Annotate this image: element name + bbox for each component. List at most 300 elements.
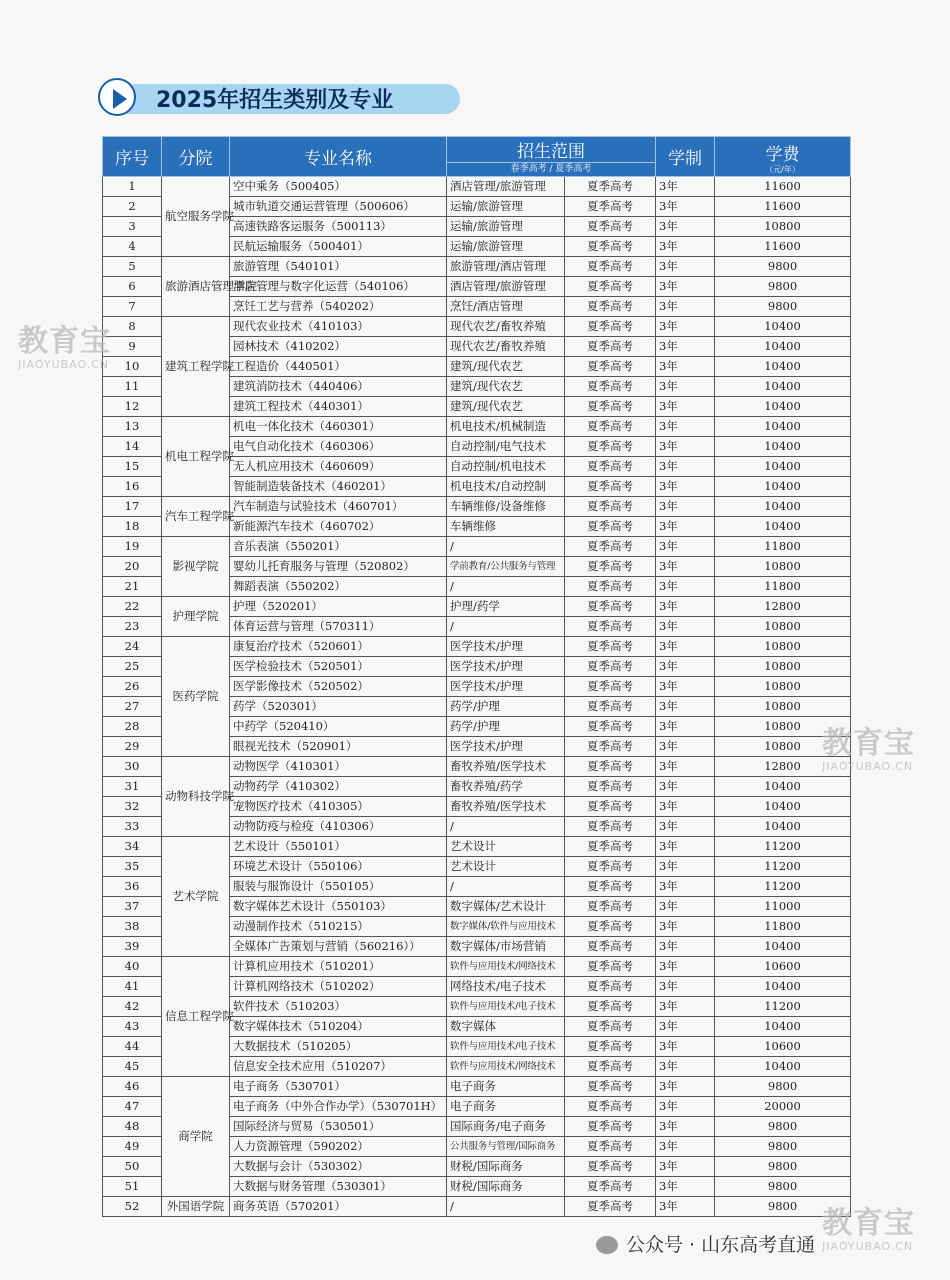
watermark-url: JIAOYUBAO.CN (18, 358, 110, 371)
duration: 3年 (656, 897, 715, 917)
major-name: 高速铁路客运服务（500113） (230, 217, 447, 237)
department-cell: 建筑工程学院 (162, 317, 230, 417)
watermark-logo: 教育宝 (822, 1206, 915, 1241)
duration: 3年 (656, 197, 715, 217)
row-number: 40 (103, 957, 162, 977)
row-number: 24 (103, 637, 162, 657)
spring-scope: 现代农艺/畜牧养殖 (447, 337, 565, 357)
row-number: 14 (103, 437, 162, 457)
tuition-fee: 11800 (715, 537, 851, 557)
duration: 3年 (656, 1197, 715, 1217)
summer-exam: 夏季高考 (565, 577, 656, 597)
watermark (18, 326, 111, 371)
tuition-fee: 10800 (715, 737, 851, 757)
spring-scope: 财税/国际商务 (447, 1177, 565, 1197)
tuition-fee: 10800 (715, 717, 851, 737)
row-number: 35 (103, 857, 162, 877)
duration: 3年 (656, 917, 715, 937)
duration: 3年 (656, 1117, 715, 1137)
spring-scope: 国际商务/电子商务 (447, 1117, 565, 1137)
tuition-fee: 10400 (715, 817, 851, 837)
row-number: 50 (103, 1157, 162, 1177)
spring-scope: 现代农艺/畜牧养殖 (447, 317, 565, 337)
tuition-fee: 10400 (715, 457, 851, 477)
summer-exam: 夏季高考 (565, 357, 656, 377)
major-name: 动物防疫与检疫（410306） (230, 817, 447, 837)
spring-scope: 学前教育/公共服务与管理 (447, 557, 565, 577)
row-number: 5 (103, 257, 162, 277)
spring-scope: 建筑/现代农艺 (447, 377, 565, 397)
summer-exam: 夏季高考 (565, 757, 656, 777)
summer-exam: 夏季高考 (565, 937, 656, 957)
row-number: 23 (103, 617, 162, 637)
row-number: 6 (103, 277, 162, 297)
spring-scope: / (447, 817, 565, 837)
summer-exam: 夏季高考 (565, 297, 656, 317)
row-number: 49 (103, 1137, 162, 1157)
major-name: 民航运输服务（500401） (230, 237, 447, 257)
spring-scope: 畜牧养殖/药学 (447, 777, 565, 797)
spring-scope: 电子商务 (447, 1097, 565, 1117)
tuition-fee: 9800 (715, 1077, 851, 1097)
row-number: 2 (103, 197, 162, 217)
row-number: 22 (103, 597, 162, 617)
row-number: 34 (103, 837, 162, 857)
summer-exam: 夏季高考 (565, 417, 656, 437)
row-number: 46 (103, 1077, 162, 1097)
duration: 3年 (656, 417, 715, 437)
row-number: 42 (103, 997, 162, 1017)
tuition-fee: 9800 (715, 277, 851, 297)
major-name: 智能制造装备技术（460201） (230, 477, 447, 497)
tuition-fee: 9800 (715, 297, 851, 317)
duration: 3年 (656, 297, 715, 317)
summer-exam: 夏季高考 (565, 1157, 656, 1177)
table-row (103, 837, 851, 857)
department-cell: 艺术学院 (162, 837, 230, 957)
tuition-fee: 10800 (715, 697, 851, 717)
summer-exam: 夏季高考 (565, 1017, 656, 1037)
row-number: 32 (103, 797, 162, 817)
tuition-fee: 10800 (715, 657, 851, 677)
row-number: 31 (103, 777, 162, 797)
watermark-logo: 教育宝 (822, 726, 915, 761)
duration: 3年 (656, 237, 715, 257)
summer-exam: 夏季高考 (565, 317, 656, 337)
summer-exam: 夏季高考 (565, 857, 656, 877)
tuition-fee: 10800 (715, 617, 851, 637)
spring-scope: 软件与应用技术/网络技术 (447, 957, 565, 977)
duration: 3年 (656, 1057, 715, 1077)
tuition-fee: 10600 (715, 1037, 851, 1057)
row-number: 17 (103, 497, 162, 517)
row-number: 43 (103, 1017, 162, 1037)
summer-exam: 夏季高考 (565, 837, 656, 857)
spring-scope: 艺术设计 (447, 857, 565, 877)
table-row (103, 497, 851, 517)
summer-exam: 夏季高考 (565, 1137, 656, 1157)
duration: 3年 (656, 817, 715, 837)
department-cell: 商学院 (162, 1077, 230, 1197)
spring-scope: 网络技术/电子技术 (447, 977, 565, 997)
summer-exam: 夏季高考 (565, 617, 656, 637)
summer-exam: 夏季高考 (565, 677, 656, 697)
major-name: 信息安全技术应用（510207） (230, 1057, 447, 1077)
tuition-fee: 10400 (715, 1017, 851, 1037)
row-number: 11 (103, 377, 162, 397)
row-number: 10 (103, 357, 162, 377)
major-name: 药学（520301） (230, 697, 447, 717)
major-name: 环境艺术设计（550106） (230, 857, 447, 877)
tuition-fee: 10400 (715, 317, 851, 337)
footer-account (596, 1230, 815, 1257)
row-number: 16 (103, 477, 162, 497)
duration: 3年 (656, 1097, 715, 1117)
duration: 3年 (656, 757, 715, 777)
tuition-fee: 9800 (715, 1197, 851, 1217)
summer-exam: 夏季高考 (565, 557, 656, 577)
summer-exam: 夏季高考 (565, 1177, 656, 1197)
major-name: 全媒体广告策划与营销（560216）） (230, 937, 447, 957)
major-name: 商务英语（570201） (230, 1197, 447, 1217)
tuition-fee: 9800 (715, 1117, 851, 1137)
tuition-fee: 10400 (715, 777, 851, 797)
spring-scope: 数字媒体/艺术设计 (447, 897, 565, 917)
spring-scope: 软件与应用技术/网络技术 (447, 1057, 565, 1077)
tuition-fee: 10400 (715, 517, 851, 537)
spring-scope: / (447, 537, 565, 557)
summer-exam: 夏季高考 (565, 1077, 656, 1097)
duration: 3年 (656, 497, 715, 517)
tuition-fee: 11200 (715, 857, 851, 877)
duration: 3年 (656, 977, 715, 997)
summer-exam: 夏季高考 (565, 897, 656, 917)
summer-exam: 夏季高考 (565, 197, 656, 217)
duration: 3年 (656, 637, 715, 657)
summer-exam: 夏季高考 (565, 1097, 656, 1117)
tuition-fee: 11200 (715, 877, 851, 897)
tuition-fee: 9800 (715, 1177, 851, 1197)
row-number: 21 (103, 577, 162, 597)
major-name: 无人机应用技术（460609） (230, 457, 447, 477)
tuition-fee: 10400 (715, 377, 851, 397)
major-name: 现代农业技术（410103） (230, 317, 447, 337)
department-cell: 机电工程学院 (162, 417, 230, 497)
tuition-fee: 10800 (715, 677, 851, 697)
duration: 3年 (656, 777, 715, 797)
major-name: 计算机网络技术（510202） (230, 977, 447, 997)
tuition-fee: 11200 (715, 997, 851, 1017)
duration: 3年 (656, 837, 715, 857)
spring-scope: 自动控制/机电技术 (447, 457, 565, 477)
tuition-fee: 10800 (715, 557, 851, 577)
page-title: 2025年招生类别及专业 (156, 88, 394, 113)
major-name: 大数据与财务管理（530301） (230, 1177, 447, 1197)
duration: 3年 (656, 277, 715, 297)
major-name: 服装与服饰设计（550105） (230, 877, 447, 897)
major-name: 护理（520201） (230, 597, 447, 617)
row-number: 19 (103, 537, 162, 557)
spring-scope: 医学技术/护理 (447, 657, 565, 677)
summer-exam: 夏季高考 (565, 877, 656, 897)
duration: 3年 (656, 797, 715, 817)
spring-scope: 数字媒体/市场营销 (447, 937, 565, 957)
tuition-fee: 11000 (715, 897, 851, 917)
table-row (103, 417, 851, 437)
department-cell: 汽车工程学院 (162, 497, 230, 537)
spring-scope: / (447, 1197, 565, 1217)
tuition-fee: 10400 (715, 497, 851, 517)
watermark (822, 1208, 915, 1253)
major-name: 计算机应用技术（510201） (230, 957, 447, 977)
summer-exam: 夏季高考 (565, 257, 656, 277)
spring-scope: 药学/护理 (447, 697, 565, 717)
row-number: 9 (103, 337, 162, 357)
spring-scope: 电子商务 (447, 1077, 565, 1097)
spring-scope: 酒店管理/旅游管理 (447, 177, 565, 197)
play-circle-icon (98, 78, 136, 116)
spring-scope: 运输/旅游管理 (447, 197, 565, 217)
duration: 3年 (656, 957, 715, 977)
tuition-fee: 10800 (715, 217, 851, 237)
spring-scope: 医学技术/护理 (447, 737, 565, 757)
major-name: 眼视光技术（520901） (230, 737, 447, 757)
row-number: 47 (103, 1097, 162, 1117)
duration: 3年 (656, 997, 715, 1017)
major-name: 机电一体化技术（460301） (230, 417, 447, 437)
major-name: 舞蹈表演（550202） (230, 577, 447, 597)
major-name: 动物医学（410301） (230, 757, 447, 777)
spring-scope: 畜牧养殖/医学技术 (447, 797, 565, 817)
major-name: 建筑工程技术（440301） (230, 397, 447, 417)
duration: 3年 (656, 477, 715, 497)
row-number: 37 (103, 897, 162, 917)
duration: 3年 (656, 177, 715, 197)
major-name: 建筑消防技术（440406） (230, 377, 447, 397)
tuition-fee: 10400 (715, 797, 851, 817)
major-name: 工程造价（440501） (230, 357, 447, 377)
tuition-fee: 10800 (715, 637, 851, 657)
summer-exam: 夏季高考 (565, 217, 656, 237)
tuition-fee: 20000 (715, 1097, 851, 1117)
row-number: 12 (103, 397, 162, 417)
row-number: 18 (103, 517, 162, 537)
major-name: 数字媒体技术（510204） (230, 1017, 447, 1037)
duration: 3年 (656, 1157, 715, 1177)
table-row (103, 957, 851, 977)
spring-scope: 烹饪/酒店管理 (447, 297, 565, 317)
duration: 3年 (656, 257, 715, 277)
duration: 3年 (656, 677, 715, 697)
summer-exam: 夏季高考 (565, 957, 656, 977)
summer-exam: 夏季高考 (565, 977, 656, 997)
table-row (103, 757, 851, 777)
major-name: 汽车制造与试验技术（460701） (230, 497, 447, 517)
tuition-fee: 9800 (715, 1157, 851, 1177)
duration: 3年 (656, 1077, 715, 1097)
summer-exam: 夏季高考 (565, 477, 656, 497)
tuition-fee: 10600 (715, 957, 851, 977)
spring-scope: 数字媒体 (447, 1017, 565, 1037)
major-name: 电子商务（中外合作办学）（530701H） (230, 1097, 447, 1117)
duration: 3年 (656, 317, 715, 337)
duration: 3年 (656, 877, 715, 897)
header-fee (715, 137, 851, 177)
duration: 3年 (656, 577, 715, 597)
table-row (103, 317, 851, 337)
row-number: 4 (103, 237, 162, 257)
row-number: 27 (103, 697, 162, 717)
row-number: 26 (103, 677, 162, 697)
department-cell: 信息工程学院 (162, 957, 230, 1077)
spring-scope: / (447, 617, 565, 637)
header-duration: 学制 (656, 137, 715, 177)
spring-scope: 机电技术/机械制造 (447, 417, 565, 437)
spring-scope: 建筑/现代农艺 (447, 357, 565, 377)
summer-exam: 夏季高考 (565, 1037, 656, 1057)
row-number: 41 (103, 977, 162, 997)
header-fee-label: 学费 (765, 144, 800, 165)
footer-text: 公众号 · 山东高考直通 (626, 1234, 816, 1256)
summer-exam: 夏季高考 (565, 177, 656, 197)
spring-scope: 畜牧养殖/医学技术 (447, 757, 565, 777)
summer-exam: 夏季高考 (565, 997, 656, 1017)
major-name: 音乐表演（550201） (230, 537, 447, 557)
major-name: 国际经济与贸易（530501） (230, 1117, 447, 1137)
major-name: 动物药学（410302） (230, 777, 447, 797)
table-header-row (103, 137, 851, 177)
major-name: 城市轨道交通运营管理（500606） (230, 197, 447, 217)
tuition-fee: 12800 (715, 757, 851, 777)
summer-exam: 夏季高考 (565, 1057, 656, 1077)
watermark-url: JIAOYUBAO.CN (822, 760, 914, 773)
spring-scope: 护理/药学 (447, 597, 565, 617)
row-number: 13 (103, 417, 162, 437)
major-name: 空中乘务（500405） (230, 177, 447, 197)
summer-exam: 夏季高考 (565, 817, 656, 837)
duration: 3年 (656, 557, 715, 577)
table-row (103, 637, 851, 657)
summer-exam: 夏季高考 (565, 237, 656, 257)
duration: 3年 (656, 517, 715, 537)
major-name: 大数据与会计（530302） (230, 1157, 447, 1177)
department-cell: 影视学院 (162, 537, 230, 597)
spring-scope: 财税/国际商务 (447, 1157, 565, 1177)
duration: 3年 (656, 1177, 715, 1197)
section-banner (98, 78, 460, 118)
row-number: 36 (103, 877, 162, 897)
major-name: 医学检验技术（520501） (230, 657, 447, 677)
table-row (103, 597, 851, 617)
table-row (103, 177, 851, 197)
watermark-logo: 教育宝 (18, 324, 111, 359)
tuition-fee: 12800 (715, 597, 851, 617)
major-name: 烹饪工艺与营养（540202） (230, 297, 447, 317)
row-number: 38 (103, 917, 162, 937)
duration: 3年 (656, 857, 715, 877)
tuition-fee: 9800 (715, 257, 851, 277)
tuition-fee: 11600 (715, 197, 851, 217)
spring-scope: 建筑/现代农艺 (447, 397, 565, 417)
major-name: 软件技术（510203） (230, 997, 447, 1017)
major-name: 中药学（520410） (230, 717, 447, 737)
duration: 3年 (656, 597, 715, 617)
duration: 3年 (656, 1017, 715, 1037)
summer-exam: 夏季高考 (565, 337, 656, 357)
row-number: 15 (103, 457, 162, 477)
department-cell: 医药学院 (162, 637, 230, 757)
tuition-fee: 11800 (715, 577, 851, 597)
duration: 3年 (656, 1137, 715, 1157)
header-fee-unit: （元/年） (765, 164, 800, 174)
major-name: 电气自动化技术（460306） (230, 437, 447, 457)
header-scope-sub: 春季高考 / 夏季高考 (447, 162, 655, 176)
summer-exam: 夏季高考 (565, 397, 656, 417)
department-cell: 航空服务学院 (162, 177, 230, 257)
duration: 3年 (656, 657, 715, 677)
tuition-fee: 11600 (715, 237, 851, 257)
department-cell: 旅游酒店管理学院 (162, 257, 230, 317)
row-number: 1 (103, 177, 162, 197)
major-name: 动漫制作技术（510215） (230, 917, 447, 937)
table-row (103, 1077, 851, 1097)
duration: 3年 (656, 437, 715, 457)
watermark (822, 728, 915, 773)
row-number: 48 (103, 1117, 162, 1137)
header-scope-label: 招生范围 (517, 142, 585, 162)
row-number: 28 (103, 717, 162, 737)
tuition-fee: 11600 (715, 177, 851, 197)
summer-exam: 夏季高考 (565, 1117, 656, 1137)
tuition-fee: 11800 (715, 917, 851, 937)
summer-exam: 夏季高考 (565, 597, 656, 617)
spring-scope: 车辆维修 (447, 517, 565, 537)
tuition-fee: 10400 (715, 417, 851, 437)
department-cell: 动物科技学院 (162, 757, 230, 837)
row-number: 52 (103, 1197, 162, 1217)
tuition-fee: 10400 (715, 397, 851, 417)
spring-scope: 软件与应用技术/电子技术 (447, 1037, 565, 1057)
tuition-fee: 10400 (715, 357, 851, 377)
header-scope (447, 137, 656, 177)
major-name: 电子商务（530701） (230, 1077, 447, 1097)
duration: 3年 (656, 377, 715, 397)
row-number: 30 (103, 757, 162, 777)
spring-scope: / (447, 877, 565, 897)
wechat-icon (596, 1236, 618, 1254)
spring-scope: 机电技术/自动控制 (447, 477, 565, 497)
spring-scope: 运输/旅游管理 (447, 237, 565, 257)
duration: 3年 (656, 397, 715, 417)
spring-scope: 酒店管理/旅游管理 (447, 277, 565, 297)
row-number: 20 (103, 557, 162, 577)
major-name: 宠物医疗技术（410305） (230, 797, 447, 817)
tuition-fee: 11200 (715, 837, 851, 857)
row-number: 3 (103, 217, 162, 237)
major-name: 大数据技术（510205） (230, 1037, 447, 1057)
table-row (103, 1197, 851, 1217)
tuition-fee: 10400 (715, 437, 851, 457)
duration: 3年 (656, 537, 715, 557)
row-number: 39 (103, 937, 162, 957)
summer-exam: 夏季高考 (565, 377, 656, 397)
duration: 3年 (656, 737, 715, 757)
duration: 3年 (656, 717, 715, 737)
spring-scope: 公共服务与管理/国际商务 (447, 1137, 565, 1157)
spring-scope: 艺术设计 (447, 837, 565, 857)
summer-exam: 夏季高考 (565, 1197, 656, 1217)
duration: 3年 (656, 697, 715, 717)
